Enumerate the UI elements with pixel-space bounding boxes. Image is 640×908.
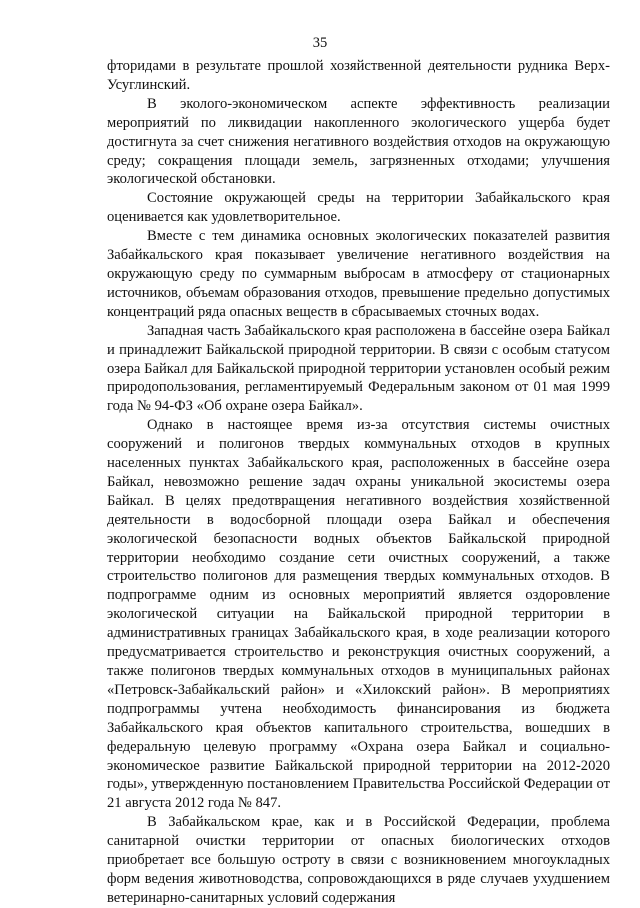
paragraph-indicators-dynamics: Вместе с тем динамика основных экологических показателей развития Забайкальского края показывает увеличение негативного воздействия на окружающую среду по суммарным выбросам в атмосферу от стационарных источников, объемам образования отходов, превышение предельно допустимых концентраций ряда опасных веществ в сбрасываемых сточных водах. [107, 228, 610, 320]
paragraph-biological-waste: В Забайкальском крае, как и в Российской Федерации, проблема санитарной очистки территории от опасных биологических отходов приобретает все большую остроту в связи с возникновением многоукладных форм ведения животноводства, сопровождающихся в ряде случаев ухудшением ветеринарно-санитарных условий содержания [107, 814, 610, 906]
document-body [107, 57, 610, 908]
paragraph-environment-state: Состояние окружающей среды на территории Забайкальского края оценивается как удовлетворительное. [107, 190, 610, 226]
page-number: 35 [312, 35, 328, 51]
paragraph-continuation: фторидами в результате прошлой хозяйственной деятельности рудника Верх-Усуглинский. [107, 58, 610, 93]
paragraph-eco-economic-aspect: В эколого-экономическом аспекте эффективность реализации мероприятий по ликвидации накопленного экологического ущерба будет достигнута за счет снижения негативного воздействия отходов на окружающую среду; сокращения площади земель, загрязненных отходами; улучшения экологической обстановки. [107, 95, 610, 188]
paragraph-baikal-territory: Западная часть Забайкальского края расположена в бассейне озера Байкал и принадлежит Байкальской природной территории. В связи с особым статусом озера Байкал для Байкальской природной территории установлен особый режим природопользования, регламентируемый Федеральным законом от 01 мая 1999 года № 94-ФЗ «Об охране озера Байкал». [107, 322, 610, 415]
paragraph-treatment-facilities: Однако в настоящее время из-за отсутствия системы очистных сооружений и полигонов твердых коммунальных отходов в крупных населенных пунктах Забайкальского края, расположенных в бассейне озера Байкал, невозможно решение задач охраны уникальной экосистемы озера Байкал. В целях предотвращения негативного воздействия хозяйственной деятельности в водосборной площади озера Байкал и обеспечения экологической безопасности водных объектов Байкальской природной территории необходимо создание сети очистных сооружений, а также строительство полигонов для размещения твердых коммунальных отходов. В подпрограмме одним из основных мероприятий является оздоровление экологической ситуации на Байкальской природной территории в административных границах Забайкальского края, в ходе реализации которого предусматривается строительство и реконструкция очистных сооружений, а также полигонов твердых коммунальных отходов в муниципальных районах «Петровск-Забайкальский район» и «Хилокский район». В мероприятиях подпрограммы учтена необходимость финансирования из бюджета Забайкальского края объектов капитального строительства, вошедших в федеральную целевую программу «Охрана озера Байкал и социально-экономическое развитие Байкальской природной территории на 2012-2020 годы», утвержденную постановлением Правительства Российской Федерации от 21 августа 2012 года № 847. [107, 417, 610, 812]
